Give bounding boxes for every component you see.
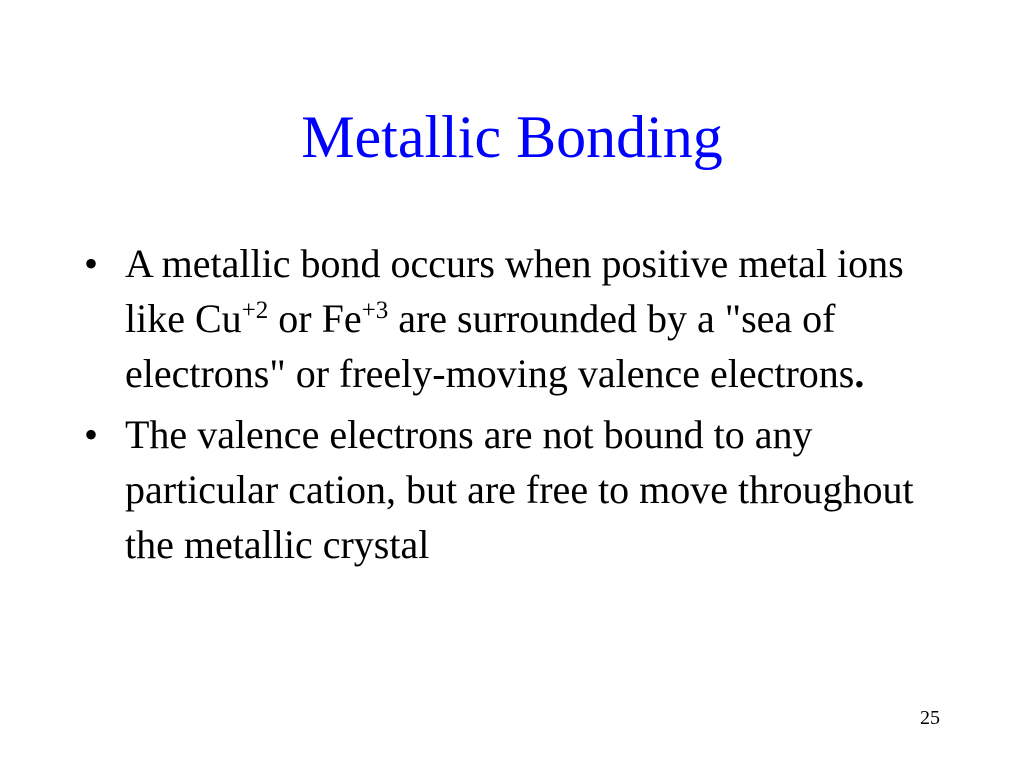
bullet-text (125, 236, 964, 401)
bullet-item-valence-electrons (84, 407, 964, 572)
bullet-text: The valence electrons are not bound to any particular cation, but are free to move throughout the metallic crystal (125, 412, 914, 567)
bullet-dot-icon: • (84, 412, 99, 457)
superscript-charge: +3 (361, 297, 389, 324)
page-number: 25 (920, 707, 940, 729)
bullet-period: . (854, 351, 865, 396)
bullet-text-part: or Fe (268, 296, 362, 341)
bullet-item-metallic-bond (84, 236, 964, 401)
superscript-charge: +2 (241, 297, 269, 324)
bullet-dot-icon: • (84, 241, 99, 286)
bullet-list (84, 236, 964, 578)
slide-title: Metallic Bonding (301, 104, 723, 170)
bullet-text-part: are surrounded by a "sea of electrons" or freely-moving valence electrons (125, 296, 855, 396)
bullet-text-part: A metallic bond occurs when positive metal ions like Cu (125, 241, 904, 341)
